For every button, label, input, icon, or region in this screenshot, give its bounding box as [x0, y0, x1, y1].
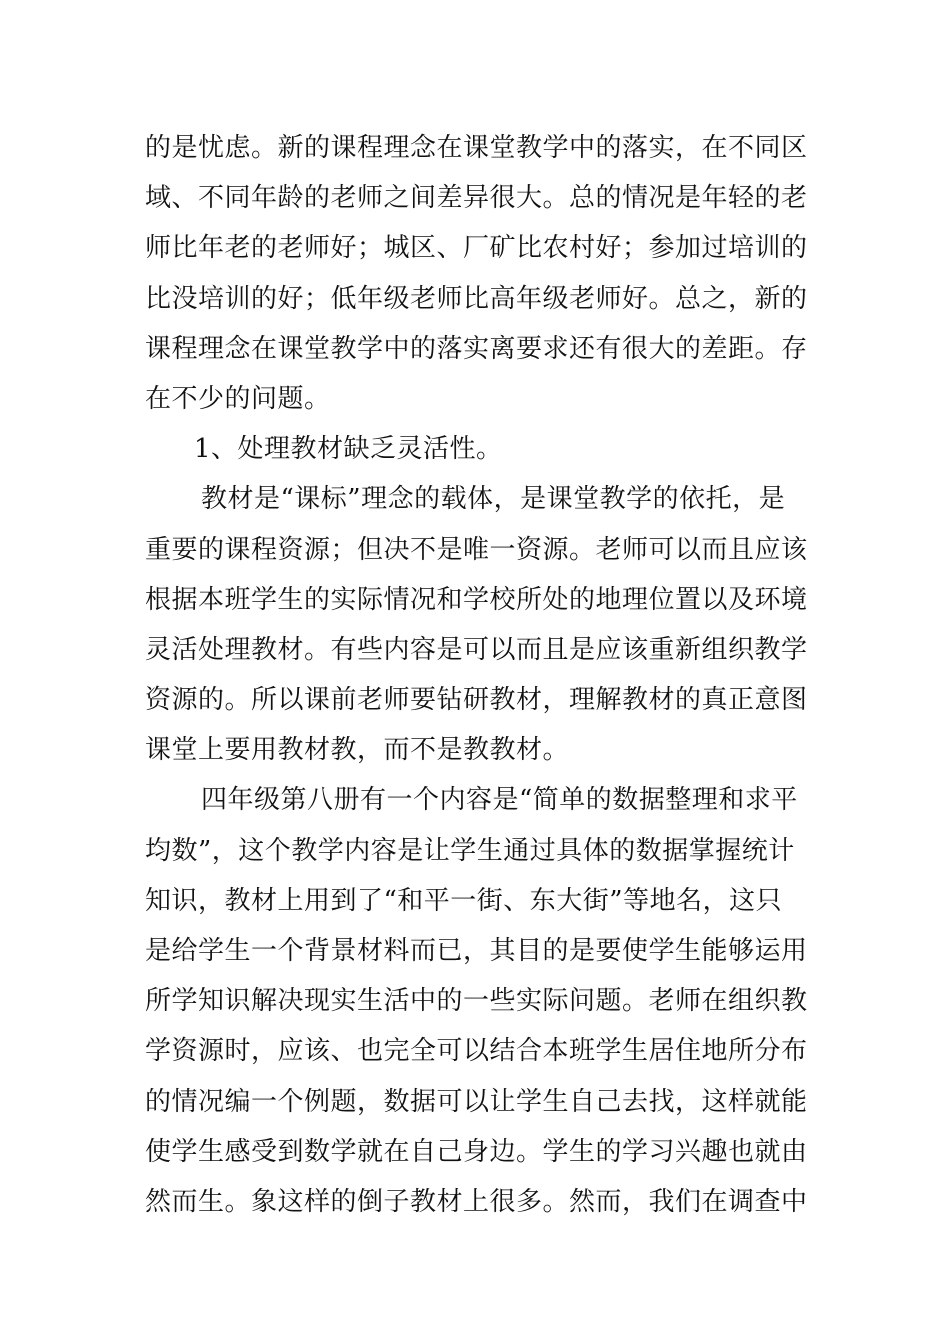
- text-line: 灵活处理教材。有些内容是可以而且是应该重新组织教学: [145, 634, 808, 665]
- text-line: 是给学生一个背景材料而已，其目的是要使学生能够运用: [145, 936, 808, 966]
- text-line: 根据本班学生的实际情况和学校所处的地理位置以及环境: [145, 584, 808, 615]
- text-line: 知识，教材上用到了“和平一街、东大街”等地名，这只: [145, 885, 783, 916]
- text-line: 的情况编一个例题，数据可以让学生自己去找，这样就能: [145, 1086, 808, 1117]
- text-line: 在不少的问题。: [145, 383, 331, 414]
- paragraph-first-line: 四年级第八册有一个内容是“简单的数据整理和求平: [201, 785, 798, 816]
- text-line: 均数”，这个教学内容是让学生通过具体的数据掌握统计: [145, 835, 795, 866]
- text-line: 师比年老的老师好；城区、厂矿比农村好；参加过培训的: [145, 233, 808, 264]
- text-line: 域、不同年龄的老师之间差异很大。总的情况是年轻的老: [145, 183, 808, 214]
- text-line: 学资源时，应该、也完全可以结合本班学生居住地所分布: [145, 1036, 808, 1067]
- text-line: 重要的课程资源；但决不是唯一资源。老师可以而且应该: [145, 534, 808, 565]
- text-line: 资源的。所以课前老师要钻研教材，理解教材的真正意图: [145, 685, 808, 716]
- paragraph-first-line: 教材是“课标”理念的载体，是课堂教学的依托，是: [201, 484, 786, 515]
- document-body: [145, 123, 810, 1227]
- text-line: 使学生感受到数学就在自己身边。学生的学习兴趣也就由: [145, 1136, 808, 1167]
- text-line: 所学知识解决现实生活中的一些实际问题。老师在组织教: [145, 986, 808, 1017]
- text-line: 的是忧虑。新的课程理念在课堂教学中的落实，在不同区: [145, 133, 808, 163]
- text-line: 课程理念在课堂教学中的落实离要求还有很大的差距。存: [145, 333, 808, 364]
- text-line: 然而生。象这样的倒子教材上很多。然而，我们在调查中: [145, 1186, 808, 1217]
- section-heading: 1、处理教材缺乏灵活性。: [194, 434, 503, 465]
- text-line: 比没培训的好；低年级老师比高年级老师好。总之，新的: [145, 283, 808, 314]
- text-line: 课堂上要用教材教，而不是教教材。: [145, 735, 570, 766]
